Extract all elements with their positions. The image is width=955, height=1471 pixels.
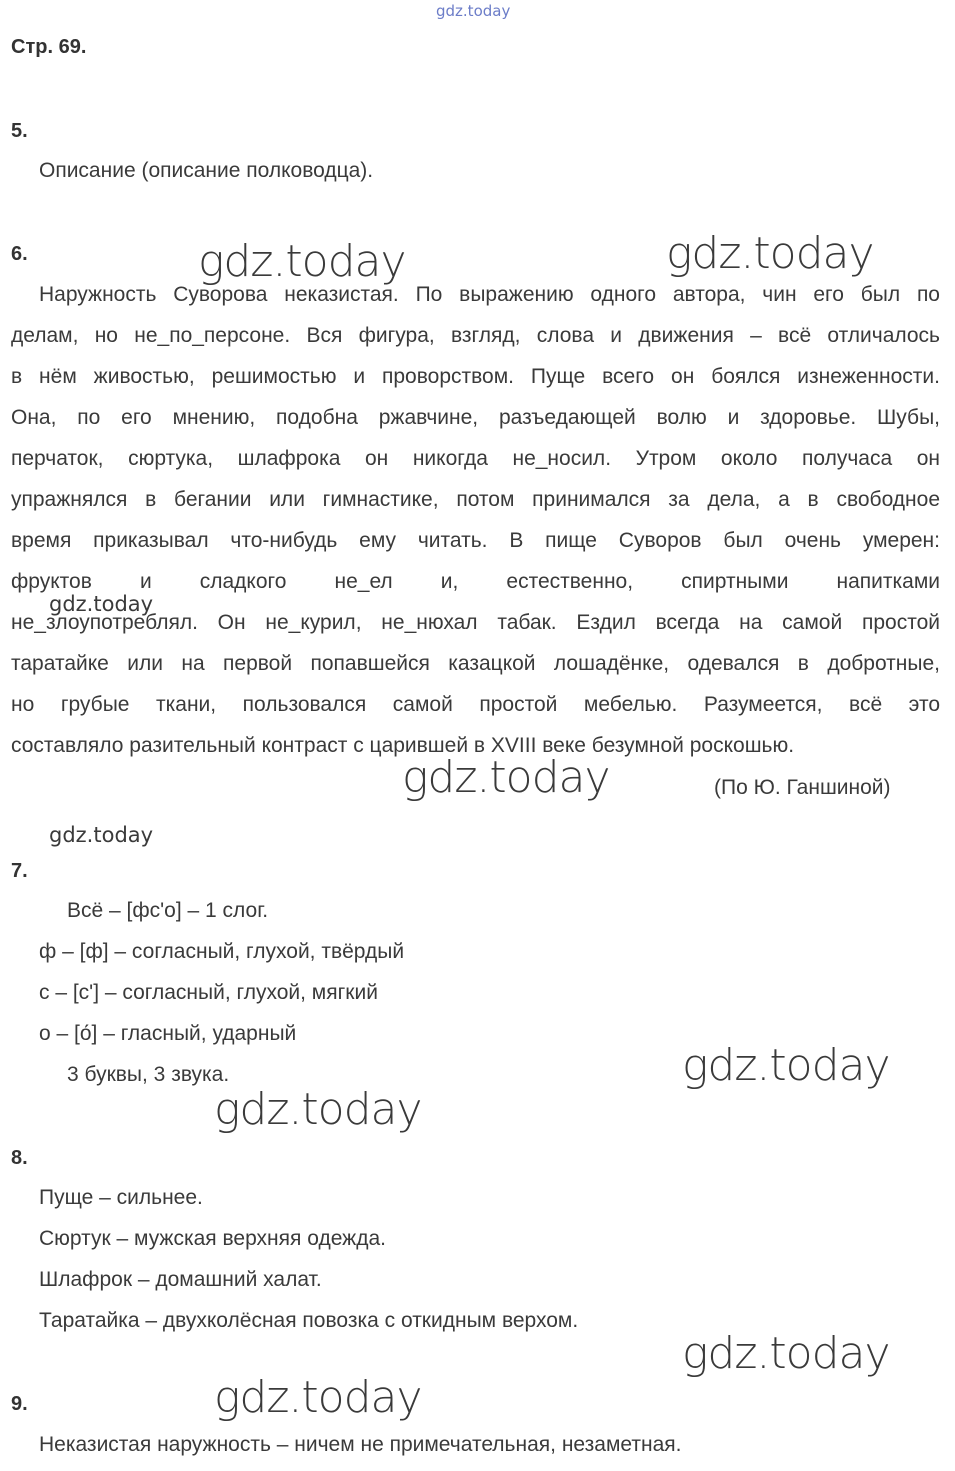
sound-line: ф – [ф] – согласный, глухой, твёрдый bbox=[39, 940, 405, 963]
letters-sounds-summary: 3 буквы, 3 звука. bbox=[67, 1063, 230, 1086]
page-title: Стр. 69. bbox=[11, 36, 87, 58]
task-9-number: 9. bbox=[11, 1393, 28, 1415]
text-source: (По Ю. Ганшиной) bbox=[714, 776, 891, 799]
task-5-answer: Описание (описание полководца). bbox=[39, 159, 374, 182]
definition-line: Пуще – сильнее. bbox=[39, 1186, 203, 1209]
text-line: фруктов и сладкого не_ел и, естественно, спиртными напитками bbox=[11, 570, 940, 593]
definition-line: Таратайка – двухколёсная повозка с откидным верхом. bbox=[39, 1309, 579, 1332]
text-line: но грубые ткани, пользовался самой простой мебелью. Разумеется, всё это bbox=[11, 693, 940, 716]
definition-line: Шлафрок – домашний халат. bbox=[39, 1268, 322, 1291]
task-8-number: 8. bbox=[11, 1147, 28, 1169]
watermark: gdz.today bbox=[214, 1084, 422, 1135]
top-watermark: gdz.today bbox=[436, 2, 511, 20]
task-6-number: 6. bbox=[11, 243, 28, 265]
watermark: gdz.today bbox=[402, 752, 610, 803]
text-line: Наружность Суворова неказистая. По выражению одного автора, чин его был по bbox=[39, 283, 940, 306]
task-5-number: 5. bbox=[11, 120, 28, 142]
watermark: gdz.today bbox=[682, 1328, 890, 1379]
text-line: перчаток, сюртука, шлафрока он никогда не_носил. Утром около получаса он bbox=[11, 447, 940, 470]
task-9-answer: Неказистая наружность – ничем не примечательная, незаметная. bbox=[39, 1433, 682, 1456]
text-line: Она, по его мнению, подобна ржавчине, разъедающей волю и здоровье. Шубы, bbox=[11, 406, 940, 429]
watermark: gdz.today bbox=[198, 236, 406, 287]
text-line: составляло разительный контраст с царившей в XVIII веке безумной роскошью. bbox=[11, 734, 795, 757]
sound-line: о – [о́] – гласный, ударный bbox=[39, 1022, 297, 1045]
sound-line: с – [с'] – согласный, глухой, мягкий bbox=[39, 981, 378, 1004]
text-line: в нём живостью, решимостью и проворством. Пуще всего он боялся изнеженности. bbox=[11, 365, 940, 388]
text-line: не_злоупотреблял. Он не_курил, не_нюхал табак. Ездил всегда на самой простой bbox=[11, 611, 940, 634]
watermark: gdz.today bbox=[666, 228, 874, 279]
watermark: gdz.today bbox=[214, 1372, 422, 1423]
text-line: время приказывал что-нибудь ему читать. В пище Суворов был очень умерен: bbox=[11, 529, 940, 552]
text-line: таратайке или на первой попавшейся казацкой лошадёнке, одевался в добротные, bbox=[11, 652, 940, 675]
watermark: gdz.today bbox=[49, 592, 154, 616]
watermark: gdz.today bbox=[682, 1040, 890, 1091]
text-line: делам, но не_по_персоне. Вся фигура, взгляд, слова и движения – всё отличалось bbox=[11, 324, 940, 347]
word-transcription: Всё – [фс'о] – 1 слог. bbox=[67, 899, 269, 922]
definition-line: Сюртук – мужская верхняя одежда. bbox=[39, 1227, 386, 1250]
watermark: gdz.today bbox=[49, 823, 154, 847]
task-7-number: 7. bbox=[11, 860, 28, 882]
text-line: упражнялся в бегании или гимнастике, потом принимался за дела, а в свободное bbox=[11, 488, 940, 511]
